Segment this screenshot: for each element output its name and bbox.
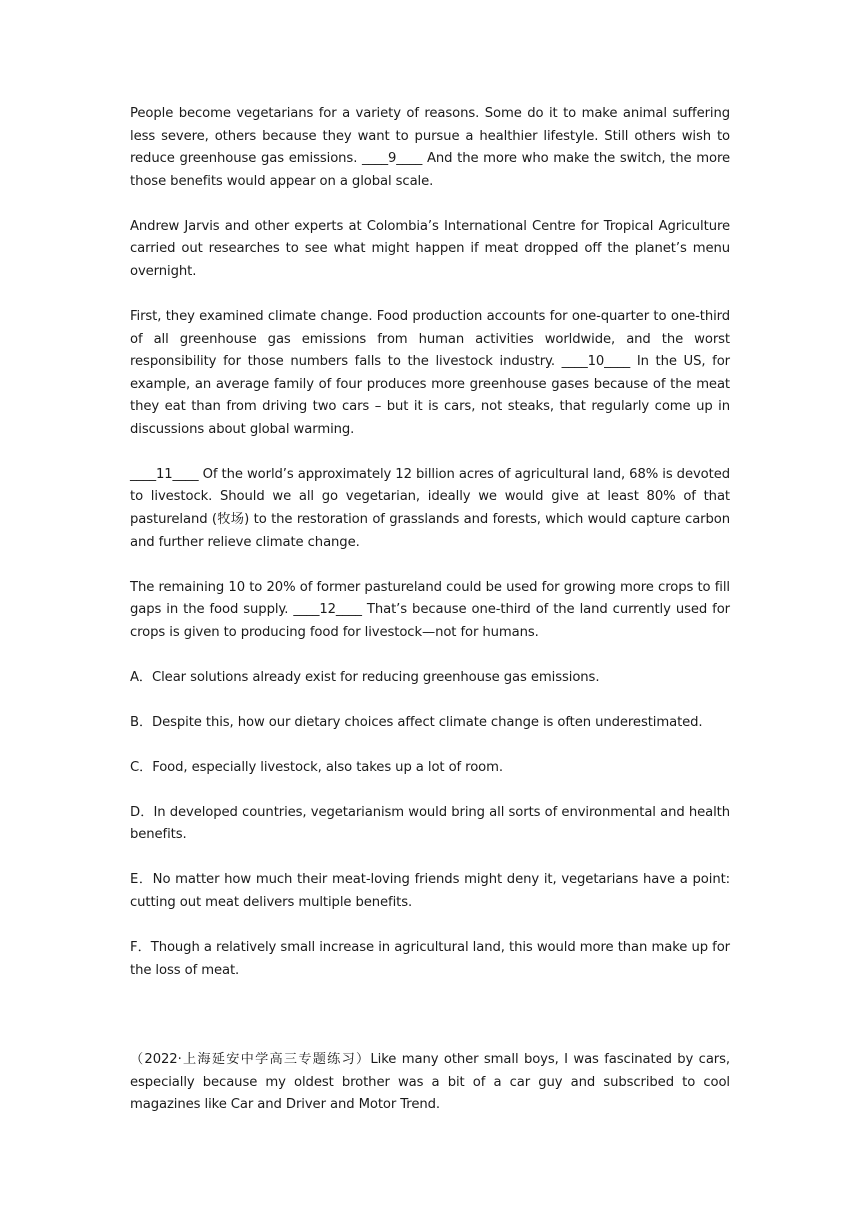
passage-paragraph: ____11____ Of the world’s approximately 12 billion acres of agricultural land, 68% is devoted to livestock. Should we all go vegetarian, ideally we would give at least 80% of that pastureland (牧场) to the restoration of grasslands and forests, which would capture carbon and further relieve climate change. — [130, 466, 730, 550]
option-f: F．Though a relatively small increase in agricultural land, this would more than make up for the loss of meat. — [130, 939, 730, 978]
paragraph-spacer — [130, 442, 730, 464]
document-page — [130, 103, 730, 1117]
option-b: B．Despite this, how our dietary choices affect climate change is often underestimated. — [130, 714, 703, 730]
source-note: （2022·上海延安中学高三专题练习） — [130, 1052, 371, 1068]
section-spacer — [130, 982, 730, 1049]
passage-paragraph: First, they examined climate change. Food production accounts for one-quarter to one-third of all greenhouse gas emissions from human activities worldwide, and the worst responsibility for those numbers falls to the livestock industry. ____10____ In the US, for example, an average family of four produces more greenhouse gases because of the meat they eat than from driving two cars – but it is cars, not steaks, that regularly come up in discussions about global warming. — [130, 308, 730, 437]
option-c: C．Food, especially livestock, also takes up a lot of room. — [130, 759, 503, 775]
paragraph-spacer — [130, 284, 730, 306]
passage-paragraph: The remaining 10 to 20% of former pastureland could be used for growing more crops to fill gaps in the food supply. ____12____ That’s because one-third of the land currently used for crops is given to producing food for livestock—not for humans. — [130, 579, 730, 640]
paragraph-spacer — [130, 689, 730, 711]
option-e: E．No matter how much their meat-loving friends might deny it, vegetarians have a point: cutting out meat delivers multiple benefits. — [130, 872, 730, 910]
passage-paragraph: People become vegetarians for a variety of reasons. Some do it to make animal suffering less severe, others because they want to pursue a healthier lifestyle. Still others wish to reduce greenhouse gas emissions. ____9____ And the more who make the switch, the more those benefits would appear on a global scale. — [130, 106, 730, 189]
paragraph-spacer — [130, 193, 730, 215]
next-passage-paragraph — [130, 1049, 730, 1117]
next-passage-text: Like many other small boys, I was fascinated by cars, especially because my oldest brother was a bit of a car guy and subscribed to cool magazines like Car and Driver and Motor Trend. — [130, 1052, 730, 1113]
option-d: D．In developed countries, vegetarianism would bring all sorts of environmental and health benefits. — [130, 804, 730, 843]
paragraph-spacer — [130, 915, 730, 937]
passage-paragraph: Andrew Jarvis and other experts at Colombia’s International Centre for Tropical Agriculture carried out researches to see what might happen if meat dropped off the planet’s menu overnight. — [130, 218, 730, 279]
paragraph-spacer — [130, 734, 730, 756]
paragraph-spacer — [130, 847, 730, 869]
paragraph-spacer — [130, 554, 730, 576]
paragraph-spacer — [130, 644, 730, 666]
option-a: A．Clear solutions already exist for reducing greenhouse gas emissions. — [130, 669, 600, 685]
paragraph-spacer — [130, 779, 730, 801]
